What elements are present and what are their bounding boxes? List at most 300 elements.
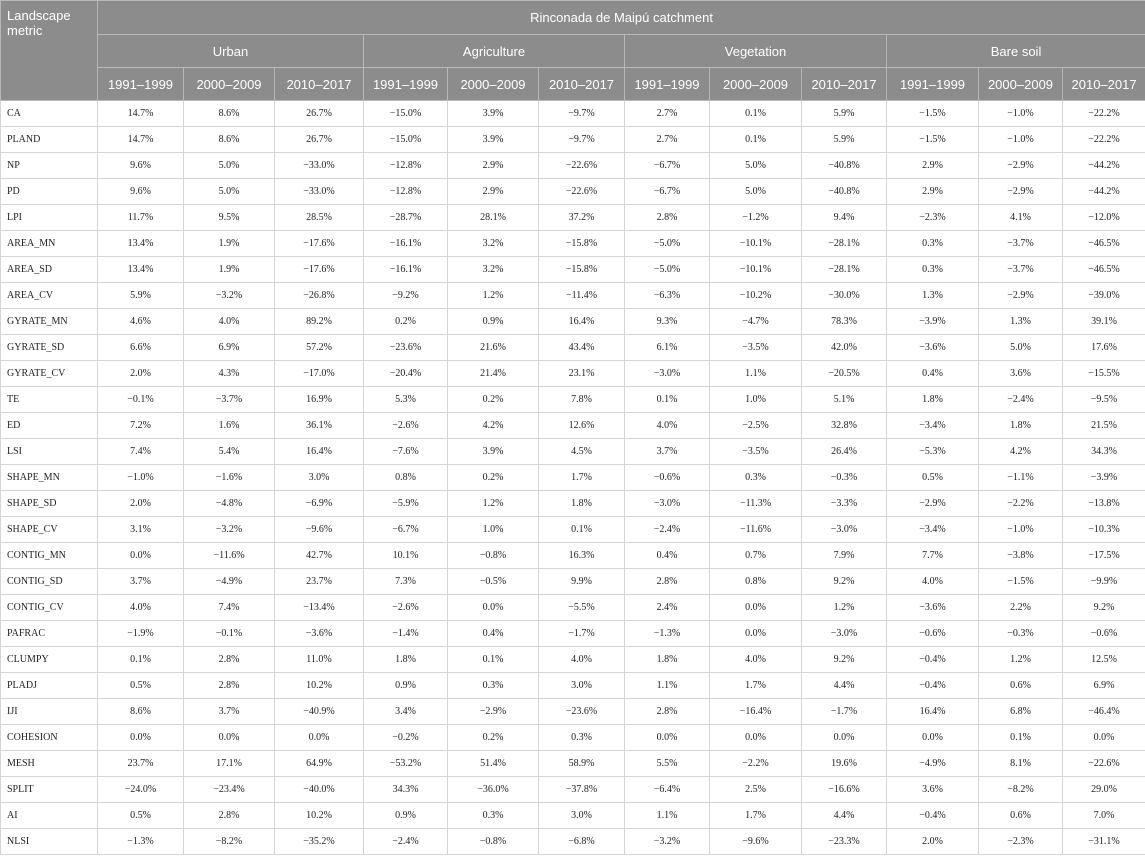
value-cell: −1.7% — [802, 699, 887, 725]
value-cell: −0.4% — [887, 673, 979, 699]
value-cell: 8.6% — [98, 699, 184, 725]
value-cell: 2.8% — [625, 569, 710, 595]
value-cell: 0.9% — [364, 803, 448, 829]
value-cell: −28.1% — [802, 231, 887, 257]
value-cell: −46.4% — [1063, 699, 1145, 725]
value-cell: −0.1% — [184, 621, 275, 647]
value-cell: −20.5% — [802, 361, 887, 387]
metric-label: CLUMPY — [1, 647, 98, 673]
value-cell: 7.8% — [539, 387, 625, 413]
value-cell: 6.8% — [979, 699, 1063, 725]
value-cell: −0.5% — [448, 569, 539, 595]
metric-label: AREA_CV — [1, 283, 98, 309]
metric-label: IJI — [1, 699, 98, 725]
value-cell: −1.4% — [364, 621, 448, 647]
period-header: 1991–1999 — [98, 68, 184, 101]
value-cell: 0.2% — [364, 309, 448, 335]
metric-label: GYRATE_CV — [1, 361, 98, 387]
value-cell: −46.5% — [1063, 231, 1145, 257]
value-cell: −40.9% — [275, 699, 364, 725]
value-cell: −0.6% — [887, 621, 979, 647]
value-cell: −22.6% — [539, 153, 625, 179]
value-cell: −0.8% — [448, 543, 539, 569]
value-cell: 89.2% — [275, 309, 364, 335]
value-cell: 19.6% — [802, 751, 887, 777]
table-row — [1, 283, 1145, 309]
value-cell: 2.9% — [448, 153, 539, 179]
value-cell: 0.0% — [625, 725, 710, 751]
value-cell: −16.6% — [802, 777, 887, 803]
value-cell: 3.1% — [98, 517, 184, 543]
value-cell: 16.9% — [275, 387, 364, 413]
value-cell: −2.9% — [979, 283, 1063, 309]
value-cell: 36.1% — [275, 413, 364, 439]
value-cell: 10.1% — [364, 543, 448, 569]
table-row — [1, 439, 1145, 465]
value-cell: 4.0% — [98, 595, 184, 621]
value-cell: 26.7% — [275, 101, 364, 127]
value-cell: 1.1% — [710, 361, 802, 387]
metric-label: SHAPE_CV — [1, 517, 98, 543]
value-cell: 16.4% — [887, 699, 979, 725]
value-cell: 0.0% — [184, 725, 275, 751]
value-cell: 11.7% — [98, 205, 184, 231]
value-cell: −39.0% — [1063, 283, 1145, 309]
value-cell: 4.0% — [539, 647, 625, 673]
value-cell: 9.5% — [184, 205, 275, 231]
table-row — [1, 803, 1145, 829]
value-cell: −6.3% — [625, 283, 710, 309]
value-cell: 28.5% — [275, 205, 364, 231]
period-header: 2000–2009 — [710, 68, 802, 101]
value-cell: 3.9% — [448, 101, 539, 127]
value-cell: −2.3% — [979, 829, 1063, 855]
value-cell: 42.0% — [802, 335, 887, 361]
value-cell: 5.0% — [184, 179, 275, 205]
value-cell: −3.9% — [1063, 465, 1145, 491]
value-cell: 9.3% — [625, 309, 710, 335]
value-cell: 2.8% — [625, 699, 710, 725]
value-cell: 8.6% — [184, 127, 275, 153]
value-cell: −4.7% — [710, 309, 802, 335]
value-cell: −11.6% — [184, 543, 275, 569]
value-cell: 4.4% — [802, 673, 887, 699]
table-row — [1, 621, 1145, 647]
period-header: 2010–2017 — [539, 68, 625, 101]
value-cell: 21.4% — [448, 361, 539, 387]
value-cell: 16.4% — [539, 309, 625, 335]
value-cell: −22.6% — [539, 179, 625, 205]
value-cell: 3.0% — [275, 465, 364, 491]
value-cell: −13.8% — [1063, 491, 1145, 517]
value-cell: −3.4% — [887, 413, 979, 439]
value-cell: −10.2% — [710, 283, 802, 309]
value-cell: −26.8% — [275, 283, 364, 309]
metric-label: AREA_SD — [1, 257, 98, 283]
class-header-vegetation: Vegetation — [625, 35, 887, 68]
value-cell: 3.9% — [448, 439, 539, 465]
value-cell: −3.7% — [979, 257, 1063, 283]
value-cell: −3.0% — [625, 361, 710, 387]
value-cell: 29.0% — [1063, 777, 1145, 803]
value-cell: 9.9% — [539, 569, 625, 595]
value-cell: 26.7% — [275, 127, 364, 153]
metric-label: MESH — [1, 751, 98, 777]
value-cell: −9.7% — [539, 101, 625, 127]
table-row — [1, 595, 1145, 621]
value-cell: 0.0% — [1063, 725, 1145, 751]
value-cell: −15.0% — [364, 127, 448, 153]
value-cell: 1.2% — [448, 491, 539, 517]
value-cell: −2.9% — [979, 179, 1063, 205]
value-cell: 1.3% — [979, 309, 1063, 335]
metric-label: PLAND — [1, 127, 98, 153]
value-cell: 0.0% — [802, 725, 887, 751]
value-cell: −10.1% — [710, 231, 802, 257]
value-cell: −11.3% — [710, 491, 802, 517]
value-cell: 0.3% — [448, 803, 539, 829]
value-cell: −3.6% — [887, 335, 979, 361]
value-cell: 7.2% — [98, 413, 184, 439]
value-cell: −15.0% — [364, 101, 448, 127]
value-cell: −37.8% — [539, 777, 625, 803]
value-cell: 14.7% — [98, 101, 184, 127]
value-cell: 0.2% — [448, 725, 539, 751]
value-cell: −15.8% — [539, 257, 625, 283]
value-cell: −0.3% — [979, 621, 1063, 647]
value-cell: 0.1% — [539, 517, 625, 543]
value-cell: 6.6% — [98, 335, 184, 361]
value-cell: −0.1% — [98, 387, 184, 413]
value-cell: −17.6% — [275, 257, 364, 283]
table-row — [1, 179, 1145, 205]
value-cell: 9.4% — [802, 205, 887, 231]
value-cell: −3.6% — [275, 621, 364, 647]
table-row — [1, 829, 1145, 855]
table-row — [1, 569, 1145, 595]
value-cell: 3.2% — [448, 257, 539, 283]
value-cell: 23.1% — [539, 361, 625, 387]
metric-label: AREA_MN — [1, 231, 98, 257]
value-cell: 7.4% — [98, 439, 184, 465]
value-cell: 2.8% — [184, 647, 275, 673]
value-cell: −3.0% — [802, 621, 887, 647]
value-cell: 2.9% — [887, 179, 979, 205]
catchment-header: Rinconada de Maipú catchment — [98, 1, 1145, 35]
value-cell: 23.7% — [98, 751, 184, 777]
value-cell: 0.1% — [710, 127, 802, 153]
value-cell: −23.6% — [364, 335, 448, 361]
table-row — [1, 465, 1145, 491]
value-cell: −20.4% — [364, 361, 448, 387]
value-cell: 5.4% — [184, 439, 275, 465]
value-cell: 3.4% — [364, 699, 448, 725]
value-cell: 0.0% — [887, 725, 979, 751]
value-cell: 12.5% — [1063, 647, 1145, 673]
metric-label: CONTIG_CV — [1, 595, 98, 621]
value-cell: 3.2% — [448, 231, 539, 257]
period-header: 2000–2009 — [184, 68, 275, 101]
value-cell: 4.6% — [98, 309, 184, 335]
value-cell: −9.6% — [275, 517, 364, 543]
value-cell: −1.1% — [979, 465, 1063, 491]
value-cell: 1.8% — [625, 647, 710, 673]
value-cell: 2.8% — [625, 205, 710, 231]
value-cell: −1.5% — [887, 101, 979, 127]
value-cell: −12.8% — [364, 153, 448, 179]
table-row — [1, 101, 1145, 127]
table-row — [1, 543, 1145, 569]
value-cell: 2.8% — [184, 803, 275, 829]
table-row — [1, 309, 1145, 335]
value-cell: 2.4% — [625, 595, 710, 621]
value-cell: 0.0% — [710, 621, 802, 647]
value-cell: 3.7% — [98, 569, 184, 595]
class-header-bare-soil: Bare soil — [887, 35, 1145, 68]
value-cell: −28.1% — [802, 257, 887, 283]
value-cell: −24.0% — [98, 777, 184, 803]
value-cell: −1.0% — [98, 465, 184, 491]
value-cell: 1.8% — [539, 491, 625, 517]
value-cell: −6.8% — [539, 829, 625, 855]
value-cell: 5.3% — [364, 387, 448, 413]
value-cell: 0.3% — [539, 725, 625, 751]
metric-label: LPI — [1, 205, 98, 231]
value-cell: −2.9% — [887, 491, 979, 517]
value-cell: 2.9% — [887, 153, 979, 179]
value-cell: 10.2% — [275, 673, 364, 699]
value-cell: 0.8% — [710, 569, 802, 595]
value-cell: 0.7% — [710, 543, 802, 569]
value-cell: −23.6% — [539, 699, 625, 725]
value-cell: −31.1% — [1063, 829, 1145, 855]
value-cell: −44.2% — [1063, 153, 1145, 179]
value-cell: −3.5% — [710, 335, 802, 361]
value-cell: −0.3% — [802, 465, 887, 491]
table-row — [1, 491, 1145, 517]
value-cell: 1.8% — [364, 647, 448, 673]
class-header-urban: Urban — [98, 35, 364, 68]
period-header: 2010–2017 — [802, 68, 887, 101]
metric-label: PAFRAC — [1, 621, 98, 647]
value-cell: 2.0% — [887, 829, 979, 855]
value-cell: 1.7% — [710, 673, 802, 699]
value-cell: −6.7% — [625, 179, 710, 205]
value-cell: −10.1% — [710, 257, 802, 283]
value-cell: 1.9% — [184, 231, 275, 257]
value-cell: 4.0% — [710, 647, 802, 673]
value-cell: −6.4% — [625, 777, 710, 803]
value-cell: 1.7% — [710, 803, 802, 829]
value-cell: −0.4% — [887, 647, 979, 673]
value-cell: 16.3% — [539, 543, 625, 569]
value-cell: −40.8% — [802, 153, 887, 179]
table-row — [1, 751, 1145, 777]
value-cell: 57.2% — [275, 335, 364, 361]
value-cell: 4.0% — [625, 413, 710, 439]
value-cell: 0.0% — [98, 725, 184, 751]
period-header: 2000–2009 — [979, 68, 1063, 101]
value-cell: −9.9% — [1063, 569, 1145, 595]
value-cell: −2.4% — [364, 829, 448, 855]
metric-label: CONTIG_MN — [1, 543, 98, 569]
value-cell: 10.2% — [275, 803, 364, 829]
value-cell: −6.7% — [364, 517, 448, 543]
metric-label: COHESION — [1, 725, 98, 751]
value-cell: −15.8% — [539, 231, 625, 257]
value-cell: −7.6% — [364, 439, 448, 465]
value-cell: 6.9% — [184, 335, 275, 361]
value-cell: 4.1% — [979, 205, 1063, 231]
table-header — [1, 1, 1145, 101]
period-header: 2010–2017 — [1063, 68, 1145, 101]
value-cell: −3.0% — [625, 491, 710, 517]
value-cell: −22.6% — [1063, 751, 1145, 777]
value-cell: 17.6% — [1063, 335, 1145, 361]
value-cell: 3.0% — [539, 673, 625, 699]
value-cell: 5.0% — [184, 153, 275, 179]
metric-label: GYRATE_SD — [1, 335, 98, 361]
value-cell: −1.0% — [979, 127, 1063, 153]
value-cell: −0.6% — [1063, 621, 1145, 647]
table-row — [1, 257, 1145, 283]
value-cell: 3.7% — [625, 439, 710, 465]
value-cell: −2.5% — [710, 413, 802, 439]
value-cell: −1.3% — [98, 829, 184, 855]
value-cell: 0.5% — [98, 673, 184, 699]
value-cell: 2.9% — [448, 179, 539, 205]
value-cell: 0.3% — [887, 231, 979, 257]
value-cell: 4.4% — [802, 803, 887, 829]
value-cell: 5.9% — [802, 101, 887, 127]
value-cell: 1.2% — [979, 647, 1063, 673]
metric-label: PD — [1, 179, 98, 205]
value-cell: −33.0% — [275, 153, 364, 179]
value-cell: −1.7% — [539, 621, 625, 647]
value-cell: 5.9% — [98, 283, 184, 309]
value-cell: 4.0% — [184, 309, 275, 335]
value-cell: −28.7% — [364, 205, 448, 231]
value-cell: −11.6% — [710, 517, 802, 543]
value-cell: 23.7% — [275, 569, 364, 595]
metric-label: NP — [1, 153, 98, 179]
value-cell: 0.4% — [887, 361, 979, 387]
value-cell: 34.3% — [364, 777, 448, 803]
value-cell: 13.4% — [98, 257, 184, 283]
value-cell: −2.4% — [979, 387, 1063, 413]
value-cell: −1.3% — [625, 621, 710, 647]
value-cell: 21.6% — [448, 335, 539, 361]
metric-label: SPLIT — [1, 777, 98, 803]
value-cell: −3.3% — [802, 491, 887, 517]
value-cell: 2.7% — [625, 127, 710, 153]
value-cell: 1.2% — [802, 595, 887, 621]
value-cell: −17.0% — [275, 361, 364, 387]
value-cell: −15.5% — [1063, 361, 1145, 387]
table-body — [1, 101, 1145, 855]
value-cell: 0.3% — [887, 257, 979, 283]
table-row — [1, 699, 1145, 725]
value-cell: 0.4% — [625, 543, 710, 569]
value-cell: −9.5% — [1063, 387, 1145, 413]
value-cell: −4.8% — [184, 491, 275, 517]
metric-label: ED — [1, 413, 98, 439]
value-cell: −3.9% — [887, 309, 979, 335]
value-cell: 8.6% — [184, 101, 275, 127]
table-row — [1, 153, 1145, 179]
value-cell: 14.7% — [98, 127, 184, 153]
period-header: 2010–2017 — [275, 68, 364, 101]
value-cell: −12.0% — [1063, 205, 1145, 231]
value-cell: −44.2% — [1063, 179, 1145, 205]
value-cell: 9.6% — [98, 179, 184, 205]
period-header: 1991–1999 — [625, 68, 710, 101]
metric-label: SHAPE_SD — [1, 491, 98, 517]
value-cell: 39.1% — [1063, 309, 1145, 335]
value-cell: 4.2% — [979, 439, 1063, 465]
value-cell: −3.0% — [802, 517, 887, 543]
value-cell: 1.8% — [979, 413, 1063, 439]
value-cell: 0.5% — [98, 803, 184, 829]
value-cell: −12.8% — [364, 179, 448, 205]
value-cell: −23.4% — [184, 777, 275, 803]
value-cell: −3.2% — [184, 517, 275, 543]
value-cell: −13.4% — [275, 595, 364, 621]
value-cell: 3.0% — [539, 803, 625, 829]
value-cell: 2.7% — [625, 101, 710, 127]
value-cell: 1.0% — [448, 517, 539, 543]
value-cell: 0.6% — [979, 803, 1063, 829]
value-cell: 0.4% — [448, 621, 539, 647]
value-cell: 5.0% — [710, 153, 802, 179]
value-cell: −3.4% — [887, 517, 979, 543]
table-row — [1, 231, 1145, 257]
value-cell: −33.0% — [275, 179, 364, 205]
value-cell: −6.9% — [275, 491, 364, 517]
value-cell: −16.4% — [710, 699, 802, 725]
value-cell: −11.4% — [539, 283, 625, 309]
value-cell: 7.4% — [184, 595, 275, 621]
value-cell: 32.8% — [802, 413, 887, 439]
value-cell: 64.9% — [275, 751, 364, 777]
value-cell: −36.0% — [448, 777, 539, 803]
value-cell: −10.3% — [1063, 517, 1145, 543]
value-cell: 2.0% — [98, 361, 184, 387]
value-cell: 11.0% — [275, 647, 364, 673]
value-cell: 16.4% — [275, 439, 364, 465]
value-cell: 5.0% — [710, 179, 802, 205]
value-cell: −46.5% — [1063, 257, 1145, 283]
value-cell: 5.9% — [802, 127, 887, 153]
value-cell: 58.9% — [539, 751, 625, 777]
value-cell: −2.3% — [887, 205, 979, 231]
metric-label: CA — [1, 101, 98, 127]
value-cell: 26.4% — [802, 439, 887, 465]
table-row — [1, 777, 1145, 803]
value-cell: −5.0% — [625, 231, 710, 257]
value-cell: −6.7% — [625, 153, 710, 179]
value-cell: −4.9% — [184, 569, 275, 595]
value-cell: 2.8% — [184, 673, 275, 699]
value-cell: −2.6% — [364, 595, 448, 621]
metric-label: LSI — [1, 439, 98, 465]
value-cell: 0.8% — [364, 465, 448, 491]
value-cell: 6.1% — [625, 335, 710, 361]
metric-label: AI — [1, 803, 98, 829]
value-cell: 0.0% — [448, 595, 539, 621]
value-cell: −3.7% — [184, 387, 275, 413]
value-cell: −2.2% — [979, 491, 1063, 517]
